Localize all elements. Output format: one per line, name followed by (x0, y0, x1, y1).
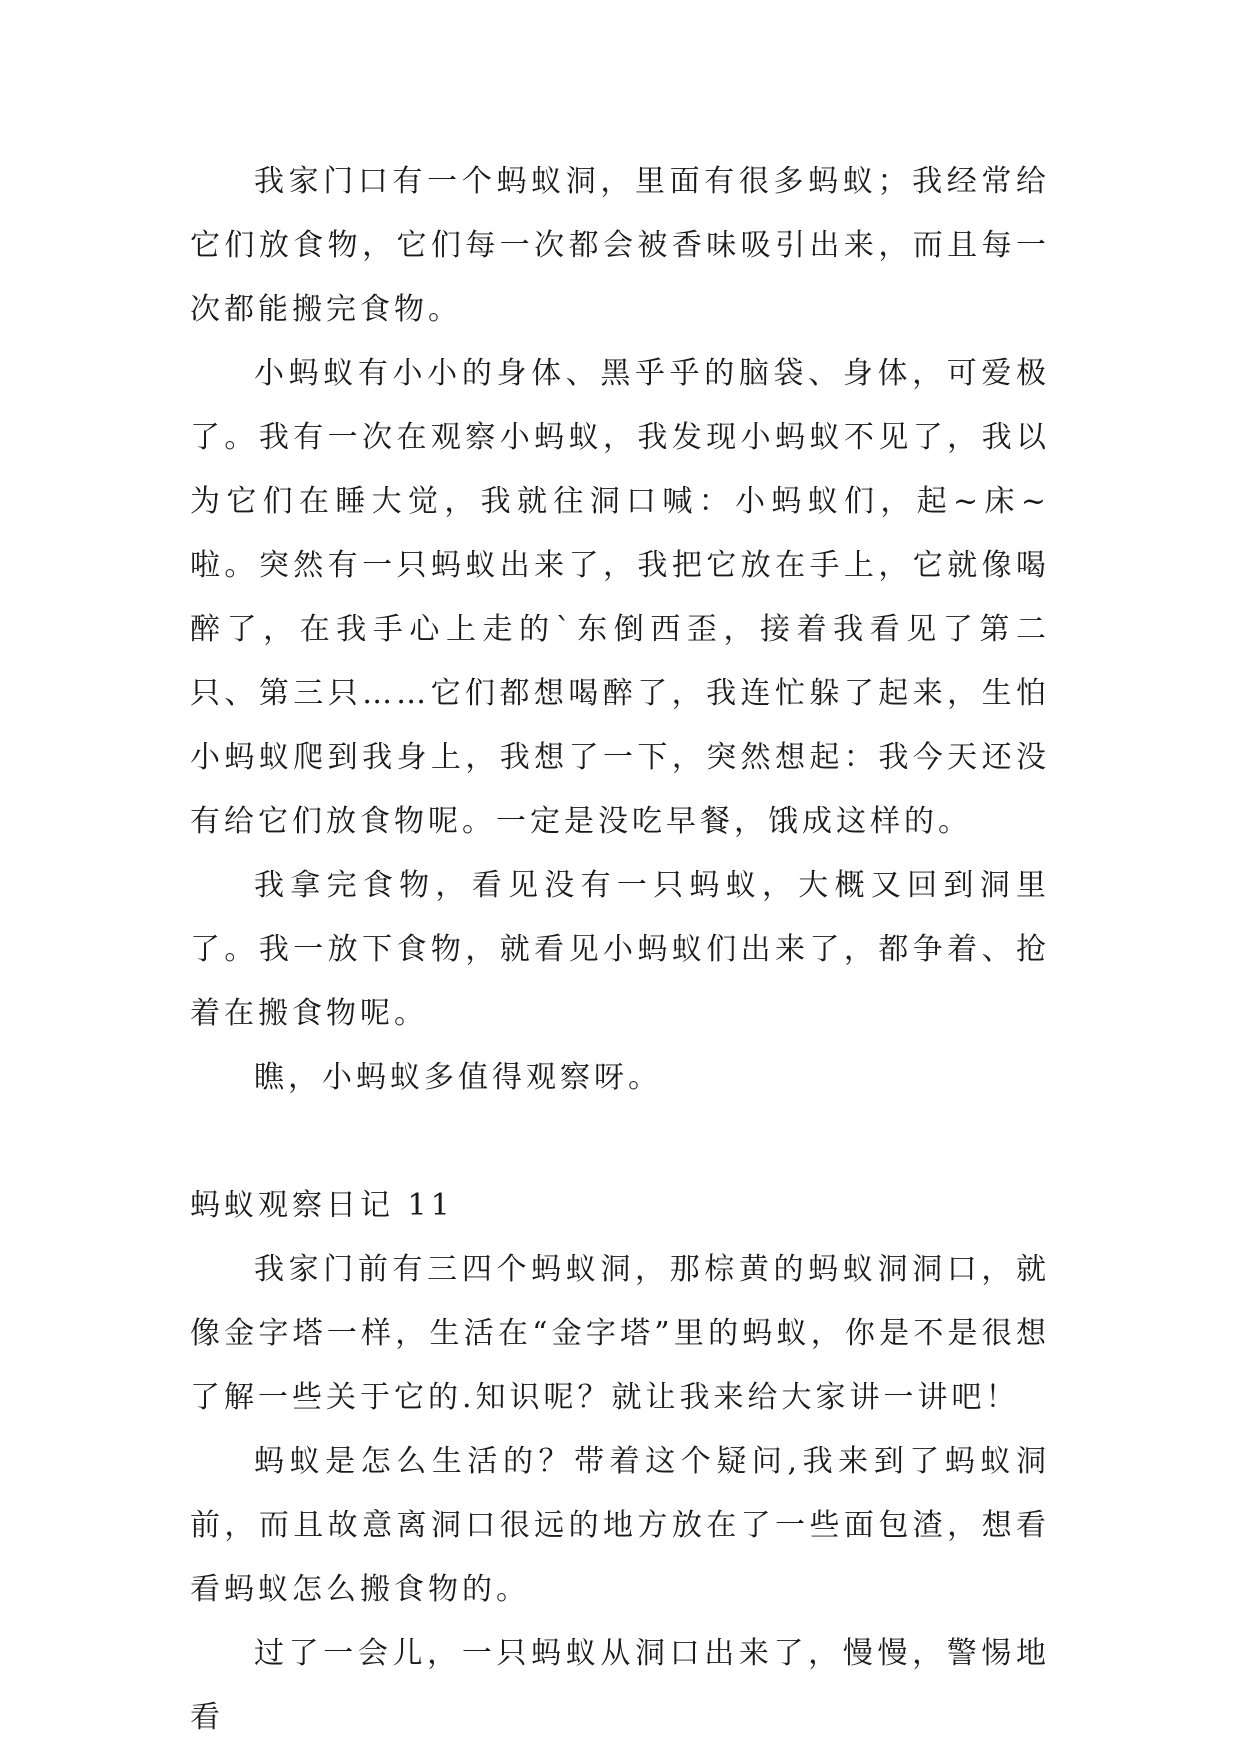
paragraph-how-ants-live: 蚂蚁是怎么生活的？带着这个疑问,我来到了蚂蚁洞前，而且故意离洞口很远的地方放在了一些面包渣，想看看蚂蚁怎么搬食物的。 (190, 1444, 1050, 1607)
paragraph-ant-hole-intro: 我家门口有一个蚂蚁洞，里面有很多蚂蚁；我经常给它们放食物，它们每一次都会被香味吸引出来，而且每一次都能搬完食物。 (190, 164, 1050, 327)
document-body (190, 150, 1050, 1750)
section-title: 蚂蚁观察日记 11 (190, 1188, 454, 1223)
paragraph-ant-emerges: 过了一会儿，一只蚂蚁从洞口出来了，慢慢，警惕地看 (190, 1636, 1050, 1735)
paragraph-ant-description: 小蚂蚁有小小的身体、黑乎乎的脑袋、身体，可爱极了。我有一次在观察小蚂蚁，我发现小蚂蚁不见了，我以为它们在睡大觉，我就往洞口喊：小蚂蚁们，起~床~啦。突然有一只蚂蚁出来了，我把它放在手上，它就像喝醉了，在我手心上走的`东倒西歪，接着我看见了第二只、第三只……它们都想喝醉了，我连忙躲了起来，生怕小蚂蚁爬到我身上，我想了一下，突然想起：我今天还没有给它们放食物呢。一定是没吃早餐，饿成这样的。 (190, 356, 1050, 839)
paragraph-feeding-ants: 我拿完食物，看见没有一只蚂蚁，大概又回到洞里了。我一放下食物，就看见小蚂蚁们出来了，都争着、抢着在搬食物呢。 (190, 868, 1050, 1031)
section-spacer (190, 1110, 1050, 1174)
paragraph-conclusion: 瞧，小蚂蚁多值得观察呀。 (254, 1060, 662, 1095)
paragraph-pyramid-holes: 我家门前有三四个蚂蚁洞，那棕黄的蚂蚁洞洞口，就像金字塔一样，生活在“金字塔”里的蚂蚁，你是不是很想了解一些关于它的.知识呢？就让我来给大家讲一讲吧！ (190, 1252, 1050, 1415)
